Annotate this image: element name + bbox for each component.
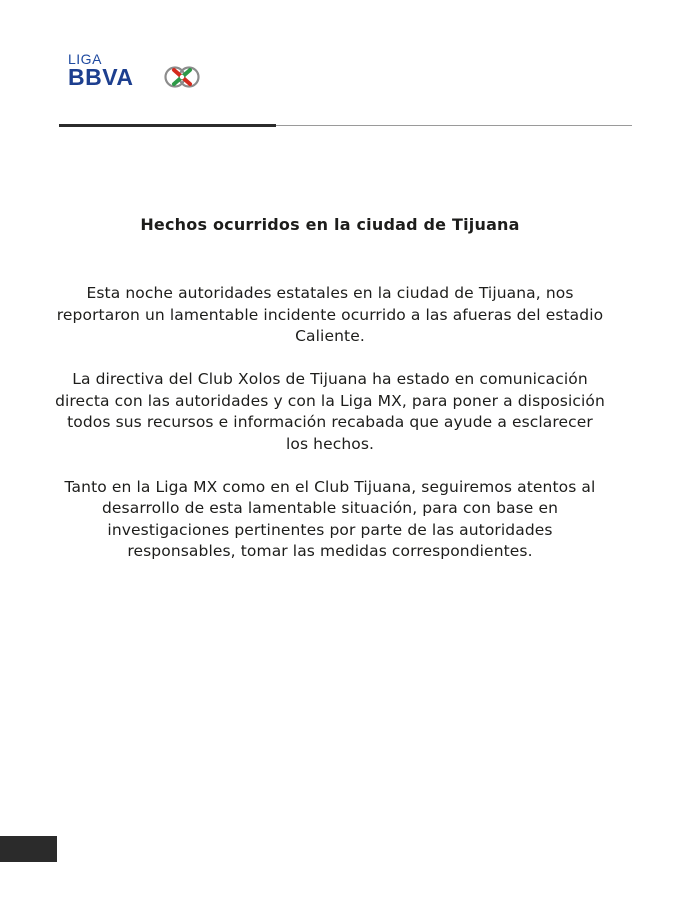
divider-thick-segment (59, 124, 276, 127)
paragraph-3: Tanto en la Liga MX como en el Club Tijuana, seguiremos atentos al desarrollo de esta lamentable situación, para con base en investigaciones pertinentes por parte de las autoridades responsables, tomar las medidas correspondientes. (64, 477, 596, 560)
paragraph-2: La directiva del Club Xolos de Tijuana ha estado en comunicación directa con las autoridades y con la Liga MX, para poner a disposición todos sus recursos e información recabada que ayude a esclarecer los hechos. (55, 370, 605, 453)
liga-mx-emblem-icon (164, 66, 200, 88)
logo-bbva-text: BBVA (68, 64, 134, 90)
liga-bbva-logo (68, 52, 208, 92)
header-divider (59, 124, 632, 128)
document-body (55, 283, 605, 584)
footer-block (0, 836, 57, 862)
document-title: Hechos ocurridos en la ciudad de Tijuana (140, 215, 520, 234)
divider-thin-segment (276, 125, 632, 126)
logo-liga-text: LIGA (68, 51, 102, 67)
paragraph-1: Esta noche autoridades estatales en la ciudad de Tijuana, nos reportaron un lamentable incidente ocurrido a las afueras del estadio Caliente. (56, 284, 604, 345)
